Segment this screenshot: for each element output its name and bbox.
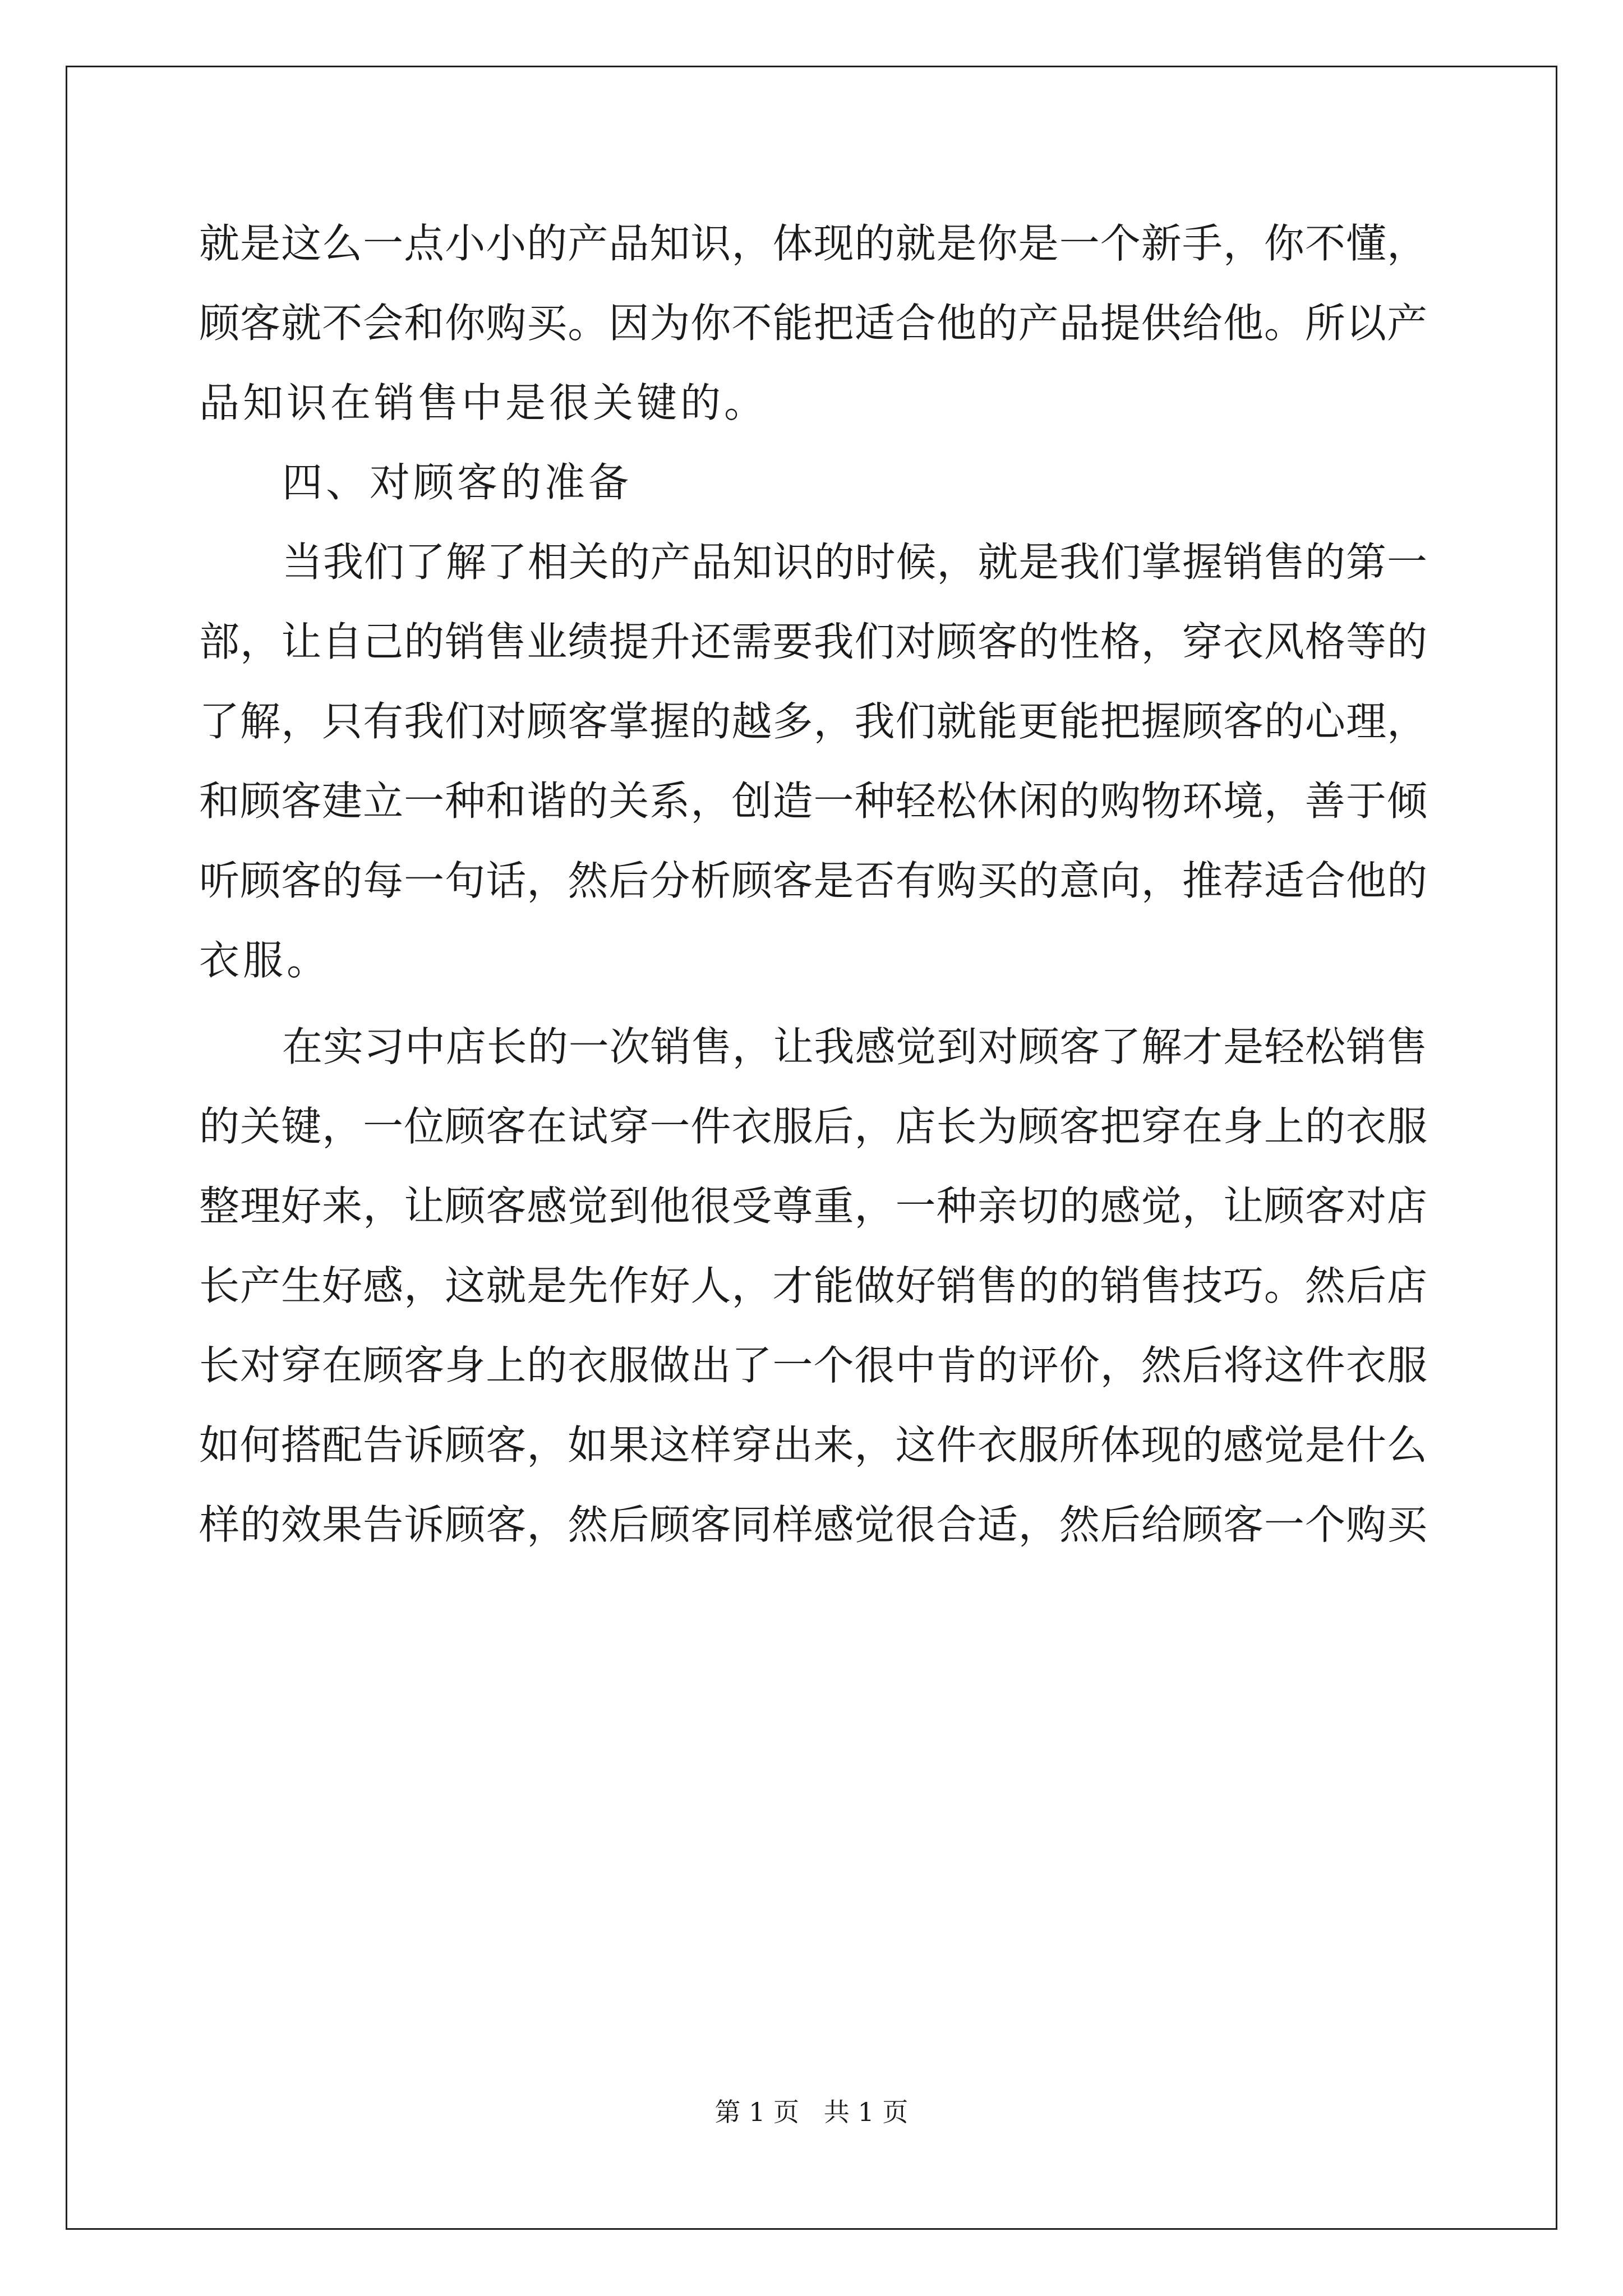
text-line: 长产生好感，这就是先作好人，才能做好销售的的销售技巧。然后店 [199, 1262, 1427, 1309]
text-line: 如何搭配告诉顾客，如果这样穿出来，这件衣服所体现的感觉是什么 [199, 1421, 1427, 1469]
text-line: 衣服。 [199, 937, 331, 984]
paragraph-spacer [199, 1000, 1427, 1007]
text-line: 了解，只有我们对顾客掌握的越多，我们就能更能把握顾客的心理， [199, 698, 1427, 745]
text-line: 在实习中店长的一次销售，让我感觉到对顾客了解才是轻松销售 [282, 1023, 1427, 1070]
text-line: 当我们了解了相关的产品知识的时候，就是我们掌握销售的第一 [282, 539, 1427, 586]
text-line: 部，让自己的销售业绩提升还需要我们对顾客的性格，穿衣风格等的 [199, 618, 1427, 665]
text-line: 整理好来，让顾客感觉到他很受尊重，一种亲切的感觉，让顾客对店 [199, 1182, 1427, 1230]
text-line: 和顾客建立一种和谐的关系，创造一种轻松休闲的购物环境，善于倾 [199, 777, 1427, 825]
text-line: 顾客就不会和你购买。因为你不能把适合他的产品提供给他。所以产 [199, 300, 1427, 347]
text-line: 品知识在销售中是很关键的。 [199, 379, 768, 426]
document-body [199, 204, 1427, 1565]
text-line: 就是这么一点小小的产品知识，体现的就是你是一个新手，你不懂， [199, 220, 1427, 267]
text-line: 听顾客的每一句话，然后分析顾客是否有购买的意向，推荐适合他的 [199, 857, 1427, 904]
section-heading: 四、对顾客的准备 [282, 459, 633, 506]
text-line: 长对穿在顾客身上的衣服做出了一个很中肯的评价，然后将这件衣服 [199, 1342, 1427, 1389]
text-line: 的关键，一位顾客在试穿一件衣服后，店长为顾客把穿在身上的衣服 [199, 1103, 1427, 1150]
text-line: 样的效果告诉顾客，然后顾客同样感觉很合适，然后给顾客一个购买 [199, 1501, 1427, 1548]
page-number-footer: 第 1 页 共 1 页 [714, 2097, 909, 2127]
